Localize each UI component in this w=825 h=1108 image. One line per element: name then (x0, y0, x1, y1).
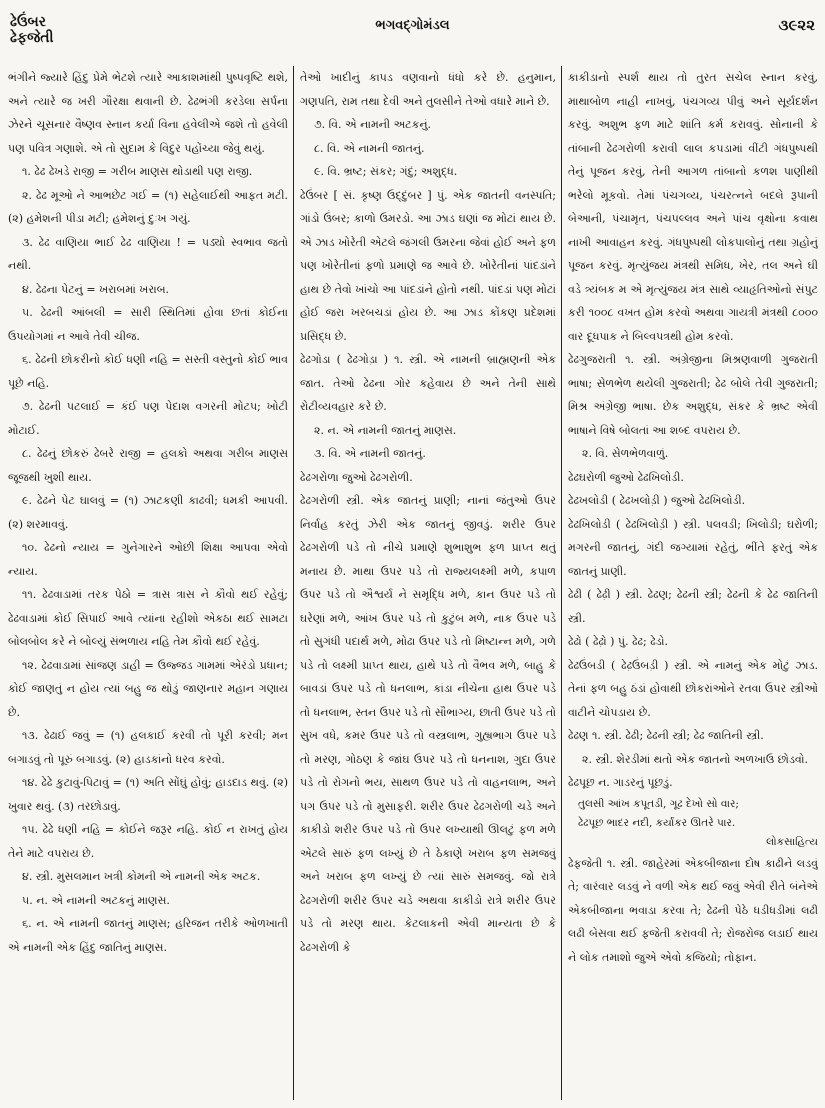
verse-line: તુલસી આંખ કપૂતડી, ગૂઢ દેખો સો વાર; (578, 797, 739, 810)
entry-dhedgaroda: ઢેઢગરોળા જુઓ ઢેઢગરોળી. (300, 470, 413, 484)
sense-item: ૬. ન. એ નામની જાતનું માણસ; હરિજન તરીકે ઓળખાતી એ નામની એક હિંદુ જાતિનું માણસ. (8, 917, 288, 954)
entry-dhedi: ઢેઢી ( ઢેઢ઼ી ) સ્ત્રી. ઢેઢણ; ઢેઢની સ્ત્રી; ઢેઢની કે ઢેઢ જાતિની સ્ત્રી. (568, 588, 818, 625)
entry-dhedgoda: ઢેઢગોડા ( ઢેઢગોડ઼ા ) ૧. સ્ત્રી. એ નામની બ્રાહ્મણની એક જાત. તેઓ ઢેઢના ગોર કહેવાય છે અને તેની સાથે રોટીવ્યવહાર કરે છે. (300, 353, 556, 413)
verse-line: ઢેઢપૂછ ભાદર નદી, કર્યાંકર ઊતરે પાર. (578, 816, 736, 829)
sense-item: ૮. વિ. એ નામની જાતનું. (314, 141, 425, 155)
entry-udumbar: ઢેઉંબર [ સં. કૃષ્ણ ઉદ્દુંબર ] પું. એક જાતની વનસ્પતિ; ગાંડો ઉંબર; કાળો ઉમરડો. આ ઝાડ ઘણાં જ મોટાં થાય છે. એ ઝાડ ખોરેતી એટલે જંગલી ઉમરના જેવાં હોઈ અને ફળ પણ ખોરેતીનાં ફળો પ્રમાણે જ આવે છે. ખોરેતીનાં પાંદડાંને હાથ છે તેવો ખાંચો આ પાંદડાંને હોતો નથી. પાંદડાં પણ મોટાં હોઈ જરા ખરબચડાં હોય છે. આ ઝાડ કોંકણ પ્રદેશમાં પ્રસિદ્ધ છે. (300, 188, 556, 343)
column-2 (300, 66, 556, 1102)
page-title: ભગવદ્ગોમંડલ (375, 18, 450, 33)
idiom-item: ૨. ઢેઢ મૂઓ ને આભછેટ ગઈ = (૧) સહેલાઈથી આફત મટી. (૨) હમેશની પીડા મટી; હમેશનું દુઃખ ગયું. (8, 188, 288, 225)
sense-item: ૪. સ્ત્રી. મુસલમાન ખત્રી કોમની એ નામની એક અટક. (22, 870, 261, 883)
page-header (0, 8, 825, 48)
idiom-item: ૧. ઢેઢ ઢેખડે રાજી = ગરીબ માણસ થોડાથી પણ રાજી. (22, 165, 253, 178)
column-3 (568, 66, 818, 1102)
idiom-item: ૭. ઢેઢની પટલાઈ = કંઈ પણ પેદાશ વગરની મોટપ; ખોટી મોટાઈ. (8, 400, 288, 437)
idiom-item: ૧૩. ઢેઢાઈ જવું = (૧) હલકાઈ કરવી તો પૂરી કરવી; મન બગાડવું તો પૂરું બગાડવું. (૨) હાડકાંનો ધરવ કરવો. (8, 729, 288, 766)
entry-dhedghargoli: ઢેઢઘરોળી જુઓ ઢેઢખિલોડી. (568, 470, 684, 484)
sense-item: ૯. વિ. ભ્રષ્ટ; સંકર; ગંદું; અશુદ્ધ. (314, 165, 458, 178)
sense-item: ૭. વિ. એ નામની અટકનું. (314, 118, 432, 131)
sense-item: ૨. વિ. સેળભેળવાળું. (582, 447, 669, 460)
entry-dhedgujarati: ઢેઢગુજરાતી ૧. સ્ત્રી. અંગ્રેજીના મિશ્રણવાળી ગુજરાતી ભાષા; સેળભેળ થયેલી ગુજરાતી; ઢેઢ બોલે તેવી ગુજરાતી; મિશ્ર અંગ્રેજી ભાષા. છેક અશુદ્ધ, સંકર કે ભ્રષ્ટ એવી ભાષાને વિષે બોલતાં આ શબ્દ વપરાય છે. (568, 353, 818, 437)
text-columns (8, 66, 818, 1102)
entry-dhedgaroli: ઢેઢગરોળી સ્ત્રી. એક જાતનું પ્રાણી; નાનાં જંતુઓ ઉપર નિર્વાહ કરતું ઝેરી એક જાતનું જીવડું. શરીર ઉપર ઢેઢગરોળી પડે તો નીચે પ્રમાણે શુભાશુભ ફળ પ્રાપ્ત થતું મનાય છે. માથા ઉપર પડે તો રાજ્યલક્ષ્મી મળે, કપાળ ઉપર પડે તો ઐશ્વર્ય ને સમૃદ્ધિ મળે, કાન ઉપર પડે તો ઘરેણાં મળે, આંખ ઉપર પડે તો કુટુંબ મળે, નાક ઉપર પડે તો સુગંધી પદાર્થ મળે, મોઢા ઉપર પડે તો મિષ્ટાન્ન મળે, ગળે પડે તો લક્ષ્મી પ્રાપ્ત થાય, હાથે પડે તો વૈભવ મળે, બાહુ કે બાવડાં ઉપર પડે તો ધનલાભ, કાંડા નીચેના હાથ ઉપર પડે તો ધનલાભ, સ્તન ઉપર પડે તો સૌભાગ્ય, છાતી ઉપર પડે તો સુખ વધે, કમર ઉપર પડે તો વસ્ત્રલાભ, ગુહ્યભાગ ઉપર પડે તો મરણ, ગોઠણ કે જાંઘ ઉપર પડે તો ધનનાશ, ગુદા ઉપર પડે તો રોગનો ભય, સાથળ ઉપર પડે તો વાહનલાભ, અને પગ ઉપર પડે તો મુસાફરી. શરીર ઉપર ઢેઢગરોળી ચડે અને કાકીડો શરીર ઉપર પડે તો ઉપર લખ્યાથી ઊલટું ફળ મળે એટલે સારું ફળ લખ્યું છે તે ઠેકાણે ખરાબ ફળ સમજવું અને ખરાબ ફળ લખ્યું છે ત્યાં સારું સમજવું. જો રાત્રે ઢેઢગરોળી શરીર ઉપર ચડે અથવા કાકીડો રાત્રે શરીર ઉપર પડે તો મરણ થાય. કેટલાકની એવી માન્યતા છે કે ઢેઢગરોળી કે (300, 494, 556, 954)
idiom-item: ૧૦. ઢેઢનો ન્યાય = ગુનેગારને ઓછી શિક્ષા આપવા એવો ન્યાય. (8, 541, 288, 578)
idiom-item: ૪. ઢેઢના પેટનું = ખરાબમાં ખરાબ. (22, 282, 170, 296)
idiom-item: ૯. ઢેઢને પેટ ઘાલવું = (૧) ઝાટકણી કાઢવી; ધમકી આપવી. (૨) શરમાવવું. (8, 494, 288, 531)
sense-item: ૩. વિ. એ નામની જાતનું. (314, 447, 426, 460)
sense-item: ૨. સ્ત્રી. શેરડીમાં થતો એક જાતનો અળખાઉ છોડવો. (582, 752, 809, 766)
guide-word-first: ઢેઉંબર (10, 14, 47, 30)
entry-dhedan: ઢેઢણ ૧. સ્ત્રી. ઢેઢી; ઢેઢની સ્ત્રી; ઢેઢ જાતિની સ્ત્રી. (568, 729, 764, 742)
idiom-item: ૧૫. ઢેઢે ધણી નહિ = કોઈને જરૂર નહિ. કોઈ ન રાખતું હોય તેને માટે વપરાય છે. (8, 823, 288, 860)
column-1 (8, 66, 288, 1102)
sense-item: ૫. ન. એ નામની અટકનું માણસ. (22, 893, 170, 907)
entry-dhedo: ઢેઢો ( ઢેઢ઼ો ) પું. ઢેઢ; ઢેડો. (568, 635, 668, 648)
paragraph: ભંગીને જ્યારે હિંદુ પ્રેમે ભેટશે ત્યારે આકાશમાંથી પુષ્પવૃષ્ટિ થશે, અને ત્યારે જ ખરી ગૌરક્ષા થવાની છે. ઢેઢભંગી કરડેલા સર્પના ઝેરને ચૂસનાર વૈષ્ણવ સ્નાન કર્યા વિના હવેલીએ જશે તો હવેલી પણ પવિત્ર ગણાશે. એ તો સુદામ કે વિદુર પહોંચ્યા જેવું થયું. (8, 71, 288, 155)
entry-dhedkhiloli: ઢેઢખિલોડી ( ઢેઢખિલોડ઼ી ) સ્ત્રી. પલવડી; ખિલોડી; ઘરોળી; મગરની જાતનું, ગંદી જગ્યામાં રહેતું, ભીંતે ફરતું એક જાતનું પ્રાણી. (568, 517, 818, 578)
paragraph: તેઓ ખાદીનું કાપડ વણવાનો ધંધો કરે છે. હનુમાન, ગણપતિ, રામ તથા દેવી અને તુલસીને તેઓ વધારે માને છે. (300, 71, 556, 108)
entry-dhedumbdi: ઢેઢઉંબડી ( ઢેઢ઼ઉંબડ઼ી ) સ્ત્રી. એ નામનું એક મોટું ઝાડ. તેનાં ફળ બહુ ઠંડાં હોવાથી છોકરાંઓને રતવા ઉપર સ્ત્રીઓ વાટીને ચોપડાય છે. (568, 658, 818, 719)
page-number: ૩૯૨૨ (778, 16, 815, 34)
sense-item: ૨. ન. એ નામની જાતનું માણસ. (314, 423, 457, 437)
entry-dhedkhaloli: ઢેઢખલોડી ( ઢેઢખલોડ઼ી ) જુઓ ઢેઢખિલોડી. (568, 494, 746, 507)
idiom-item: ૩. ઢેઢ વાણિયા ભાઈ ઢેઢ વાણિયા ! = પડ્યો સ્વભાવ જતો નથી. (8, 235, 288, 272)
idiom-item: ૧૪. ઢેઢે કુટાવું-પિટાવું = (૧) અતિ સોંઘું હોવું; હાડદાડ થવું. (૨) ખુવાર થવું. (૩) તરછોડાવું. (8, 776, 288, 813)
paragraph: કાકીડાનો સ્પર્શ થાય તો તુરત સચેલ સ્નાન કરવું, માથાબોળ નાહી નાખવું, પંચગવ્ય પીવું અને સૂર્યદર્શન કરવું. અશુભ ફળ માટે શાંતિ કર્મ કરાવવું. સોનાની કે તાંબાની ઢેઢગરોળી કરાવી લાલ કપડામાં વીંટી ગંધપુષ્પથી તેનું પૂજન કરવું, તેની આગળ તાંબાનો કળશ પાણીથી ભરેલો મૂકવો. તેમાં પંચગવ્ય, પંચરત્નને બદલે રૂપાની બેઆની, પંચામૃત, પંચપલ્લવ અને પાંચ વૃક્ષોના કવાથ નાખી આવાહન કરવું. ગંધપુષ્પથી લોકપાલોનું તથા ગ્રહોનું પૂજન કરવું. મૃત્યુંજય મંત્રથી સમિધ, ખેર, તલ અને ઘી વડે ત્ર્યંબક મ એ મૃત્યુંજય મંત્ર સાથે વ્યાહૃતિઓનો સંપુટ કરી ૧૦૦૮ વખત હોમ કરવો અથવા ગાયત્રી મંત્રથી ૮૦૦૦ વાર દૂધપાક ને બિલ્વપત્રથી હોમ કરવો. (568, 71, 818, 343)
verse-source: લોકસાહિત્ય (766, 835, 818, 848)
idiom-item: ૧૨. ઢેઢવાડામાં સાંજણ ડાહી = ઉજ્જડ ગામમાં એરંડો પ્રધાન; કોઈ જાણતું ન હોય ત્યાં બહુ જ થોડું જાણનાર મહાન ગણાય છે. (8, 658, 288, 719)
entry-dhedfajeti: ઢેફજેતી ૧. સ્ત્રી. જાહેરમાં એકબીજાના દોષ કાઢીને લડવું તે; વારંવાર લડવું ને વળી એક થઈ જવું એવી રીતે બંનેએ એકબીજાના ભવાડા કરવા તે; ઢેઢની પેઠે ધડીધડીમાં લઢી લઢી બેસવા થઈ ફજેતી કરાવવી તે; રોજરોજ લડાઈ થાય ને લોક તમાશો જુએ એવો કજિયો; તોફાન. (568, 856, 818, 964)
idiom-item: ૫. ઢેઢની આંબલી = સારી સ્થિતિમાં હોવા છતાં કોઈના ઉપયોગમાં ન આવે તેવી ચીજ. (8, 306, 288, 343)
entry-dhedpuchh: ઢેઢપૂછ ન. ગાડરનું પૂછડું. (568, 776, 673, 789)
idiom-item: ૬. ઢેઢની છોકરીનો કોઈ ધણી નહિ = સસ્તી વસ્તુનો કોઈ ભાવ પૂછે નહિ. (8, 353, 288, 390)
idiom-item: ૧૧. ઢેઢવાડામાં તરક પેઠો = ત્રાસ ત્રાસ ને કૌવો થઈ રહેવું; ઢેઢવાડામાં કોઈ સિપાઈ આવે ત્યાંના રહીશો એકઠા થઈ સામટા બોલબોલ કરે ને બોલ્યું સંભળાય નહિ તેમ કૌવો થઈ રહેવું. (8, 588, 288, 648)
idiom-item: ૮. ઢેઢનું છોકરું ઢેબરે રાજી = હલકો અથવા ગરીબ માણસ જૂજથી ખુશી થાય. (8, 447, 288, 484)
guide-word-last: ઢેફજેતી (10, 30, 54, 46)
